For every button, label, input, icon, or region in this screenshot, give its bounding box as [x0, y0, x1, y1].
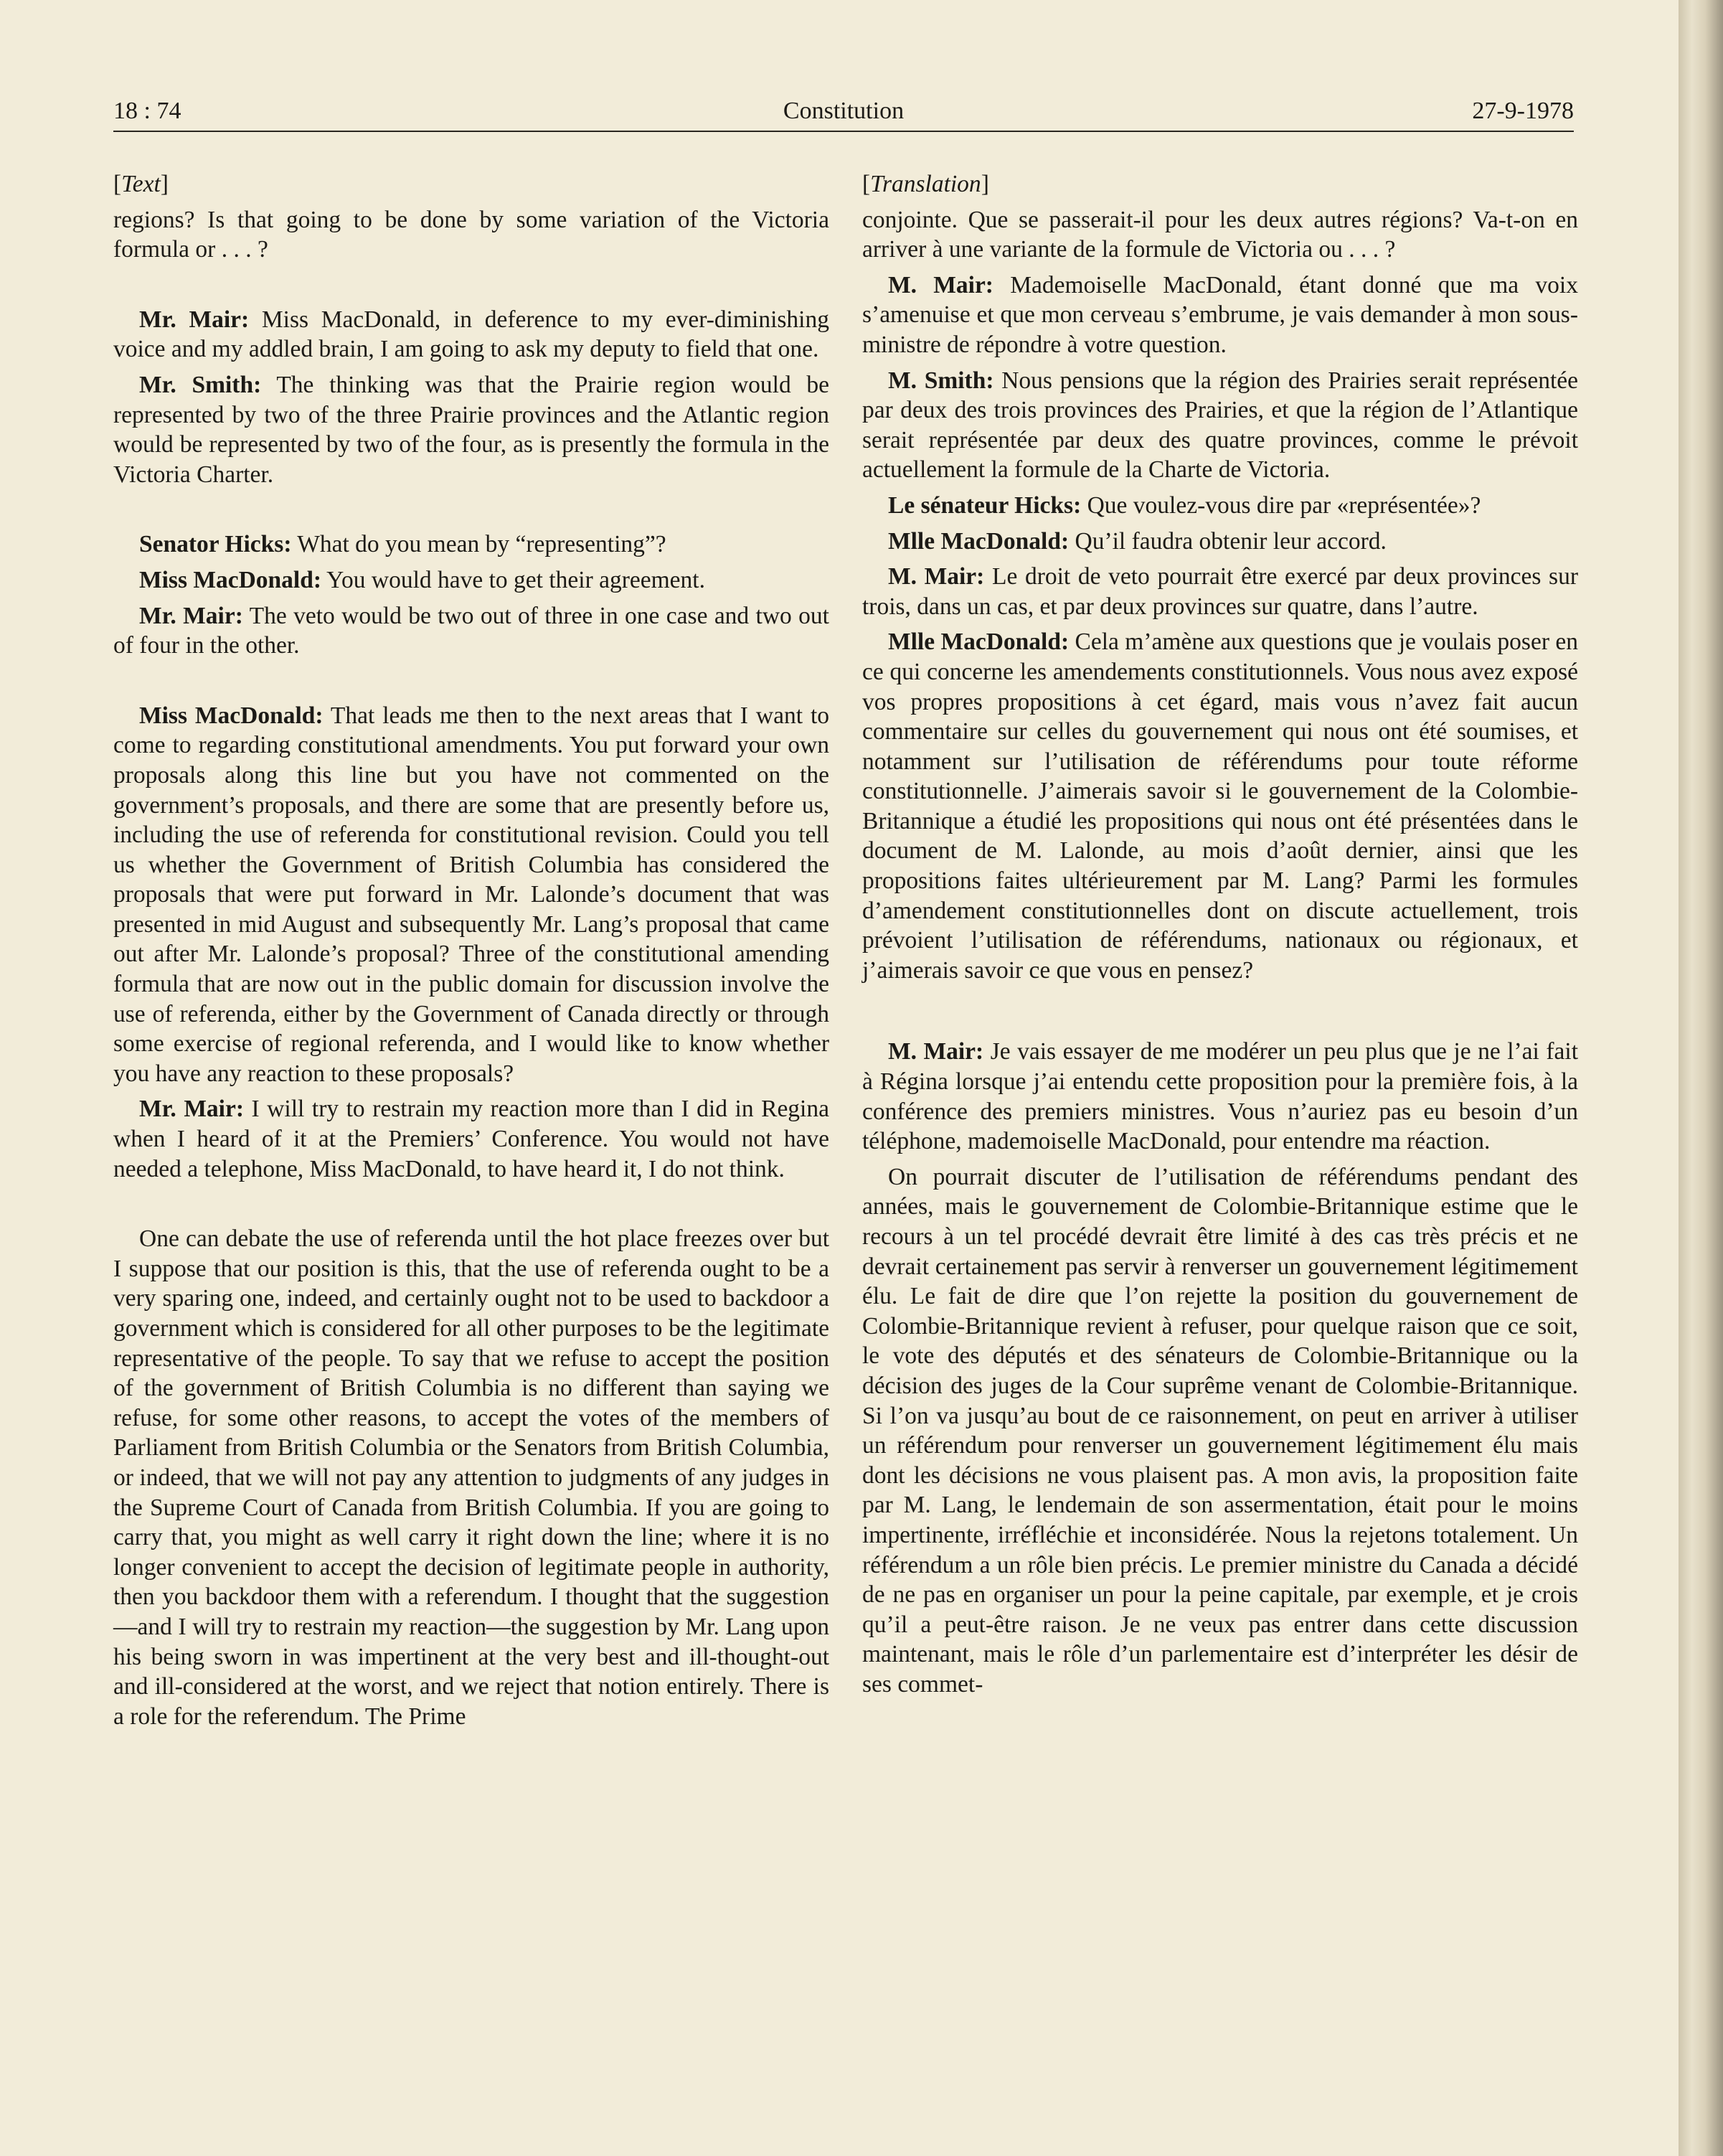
speaker-name: M. Mair: — [888, 1038, 984, 1065]
paragraph: Miss MacDonald: That leads me then to the next areas that I want to come to regarding constitutional amendments. You put forward your own proposals along this line but you have not commented on the government’s proposals, and there are some that are presently before us, including the use of referenda for constitutional revision. Could you tell us whether the Government of British Columbia has considered the proposals that were put forward in Mr. Lalonde’s document that was presented in mid August and subsequently Mr. Lang’s proposal that came out after Mr. Lalonde’s proposal? Three of the constitutional amending formula that are now out in the public domain for discussion involve the use of referenda, either by the Government of Canada directly or through some exercise of regional referenda, and I would like to know whether you have any reaction to these proposals? — [113, 702, 830, 1087]
speaker-name: Senator Hicks: — [139, 531, 292, 558]
paragraph: M. Mair: Je vais essayer de me modérer un peu plus que je ne l’ai fait à Régina lorsque j’ai entendu cette proposition pour la première fois, à la conférence des premiers ministres. Vous n’auriez pas eu besoin d’un téléphone, mademoiselle MacDonald, pour entendre ma réaction. — [862, 1038, 1578, 1155]
column-label: [Text] — [113, 171, 169, 197]
paragraph: M. Smith: Nous pensions que la région des Prairies serait représentée par deux des trois provinces des Prairies, et que la région de l’Atlantique serait représentée par deux des quatre provinces, comme le prévoit actuellement la formule de la Charte de Victoria. — [862, 367, 1579, 484]
paragraph: Le sénateur Hicks: Que voulez-vous dire par «représentée»? — [888, 491, 1481, 519]
page-date: 27-9-1978 — [1472, 98, 1574, 124]
speaker-name: Le sénateur Hicks: — [888, 491, 1082, 519]
paragraph: Mlle MacDonald: Cela m’amène aux questions que je voulais poser en ce qui concerne les amendements constitutionnels. Vous nous avez exposé vos propres propositions à cet égard, mais vous n’avez fait aucun commentaire sur celles du gouvernement qui nous ont été soumises, et notamment sur l’utilisation de référendums pour toute réforme constitutionnelle. J’aimerais savoir si le gouvernement de la Colombie-Britannique a étudié les propositions qui nous ont été présentées dans le document de M. Lalonde, au mois d’août dernier, ainsi que les propositions faites ultérieurement par M. Lang? Parmi les formules d’amendement constitutionnelles dont on discute actuellement, trois prévoient l’utilisation de référendums, nationaux ou régionaux, et j’aimerais savoir ce que vous en pensez? — [862, 629, 1578, 984]
paragraph: M. Mair: Mademoiselle MacDonald, étant donné que ma voix s’amenuise et que mon cerveau s’embrume, je vais demander à mon sous-ministre de répondre à votre question. — [862, 271, 1578, 358]
speaker-name: Miss MacDonald: — [139, 702, 324, 729]
paragraph: Mr. Mair: The veto would be two out of three in one case and two out of four in the other. — [113, 602, 829, 659]
paragraph: Miss MacDonald: You would have to get their agreement. — [139, 566, 705, 593]
speaker-name: Mr. Mair: — [139, 1096, 245, 1123]
speaker-name: Mlle MacDonald: — [888, 629, 1070, 656]
paragraph: conjointe. Que se passerait-il pour les deux autres régions? Va-t-on en arriver à une variante de la formule de Victoria ou . . . ? — [862, 206, 1578, 263]
running-title: Constitution — [783, 98, 905, 124]
speaker-name: Mr. Smith: — [139, 371, 262, 398]
speaker-name: Miss MacDonald: — [139, 566, 322, 593]
speaker-name: M. Mair: — [888, 271, 993, 298]
speaker-name: Mr. Mair: — [139, 306, 250, 333]
paragraph: Mr. Mair: Miss MacDonald, in deference to my ever-diminishing voice and my addled brain, I am going to ask my deputy to field that one. — [113, 306, 829, 363]
book-binding-edge — [1679, 0, 1723, 2156]
page-number: 18 : 74 — [113, 98, 181, 124]
paragraph: Mlle MacDonald: Qu’il faudra obtenir leur accord. — [888, 527, 1387, 555]
speaker-name: M. Mair: — [888, 563, 985, 590]
speaker-name: Mlle MacDonald: — [888, 527, 1070, 555]
paragraph: On pourrait discuter de l’utilisation de référendums pendant des années, mais le gouvernement de Colombie-Britannique estime que le recours à un tel procédé devrait être limité à des cas très précis et ne devrait certainement pas servir à renverser un gouvernement légitimement élu. Le fait de dire que l’on rejette la position du gouvernement de Colombie-Britannique revient à refuser, pour quelque raison que ce soit, le vote des députés et des sénateurs de Colombie-Britannique ou la décision des juges de la Cour suprême venant de Colombie-Britannique. Si l’on va jusqu’au bout de ce raisonnement, on peut en arriver à utiliser un référendum pour renverser un gouvernement légitimement élu mais dont les décisions ne vous plaisent pas. A mon avis, la proposition faite par M. Lang, le lendemain de son assermentation, était pour le moins impertinente, irréfléchie et inconsidérée. Nous la rejetons totalement. Un référendum a un rôle bien précis. Le premier ministre du Canada a décidé de ne pas en organiser un pour la peine capitale, par exemple, et je crois qu’il a peut-être raison. Je ne veux pas entrer dans cette discussion maintenant, mais le rôle d’un parlementaire est d’interpréter les désir de ses commet- — [862, 1163, 1578, 1698]
page-header — [113, 95, 1574, 132]
column-label: [Translation] — [862, 171, 989, 197]
paragraph: M. Mair: Le droit de veto pourrait être exercé par deux provinces sur trois, dans un cas, et par deux provinces sur quatre, dans l’autre. — [862, 563, 1578, 620]
paragraph: One can debate the use of referenda until the hot place freezes over but I suppose that our position is this, that the use of referenda ought to be a very sparing one, indeed, and certainly ought not to be used to backdoor a government which is considered for all other purposes to be the legitimate representative of the people. To say that we refuse to accept the position of the government of British Columbia is no different than saying we refuse, for some other reasons, to accept the votes of the members of Parliament from British Columbia or the Senators from British Columbia, or indeed, that we will not pay any attention to judgments of any judges in the Supreme Court of Canada from British Columbia. If you are going to carry that, you might as well carry it right down the line; where it is no longer convenient to accept the decision of legitimate people in authority, then you backdoor them with a referendum. I thought that the suggestion—and I will try to restrain my reaction—the suggestion by Mr. Lang upon his being sworn in was impertinent at the very best and ill-thought-out and ill-considered at the worst, and we reject that notion entirely. There is a role for the referendum. The Prime — [113, 1225, 829, 1730]
paragraph: regions? Is that going to be done by some variation of the Victoria formula or . . . ? — [113, 206, 829, 263]
paragraph: Mr. Smith: The thinking was that the Prairie region would be represented by two of the three Prairie provinces and the Atlantic region would be represented by two of the four, as is presently the formula in the Victoria Charter. — [113, 371, 830, 488]
speaker-name: M. Smith: — [888, 367, 994, 394]
english-column — [113, 169, 829, 1737]
speaker-name: Mr. Mair: — [139, 602, 243, 629]
french-column — [862, 169, 1578, 1705]
paragraph: Mr. Mair: I will try to restrain my reaction more than I did in Regina when I heard of it at the Premiers’ Conference. You would not have needed a telephone, Miss MacDonald, to have heard it, I do not think. — [113, 1096, 829, 1182]
paragraph: Senator Hicks: What do you mean by “representing”? — [139, 531, 666, 558]
